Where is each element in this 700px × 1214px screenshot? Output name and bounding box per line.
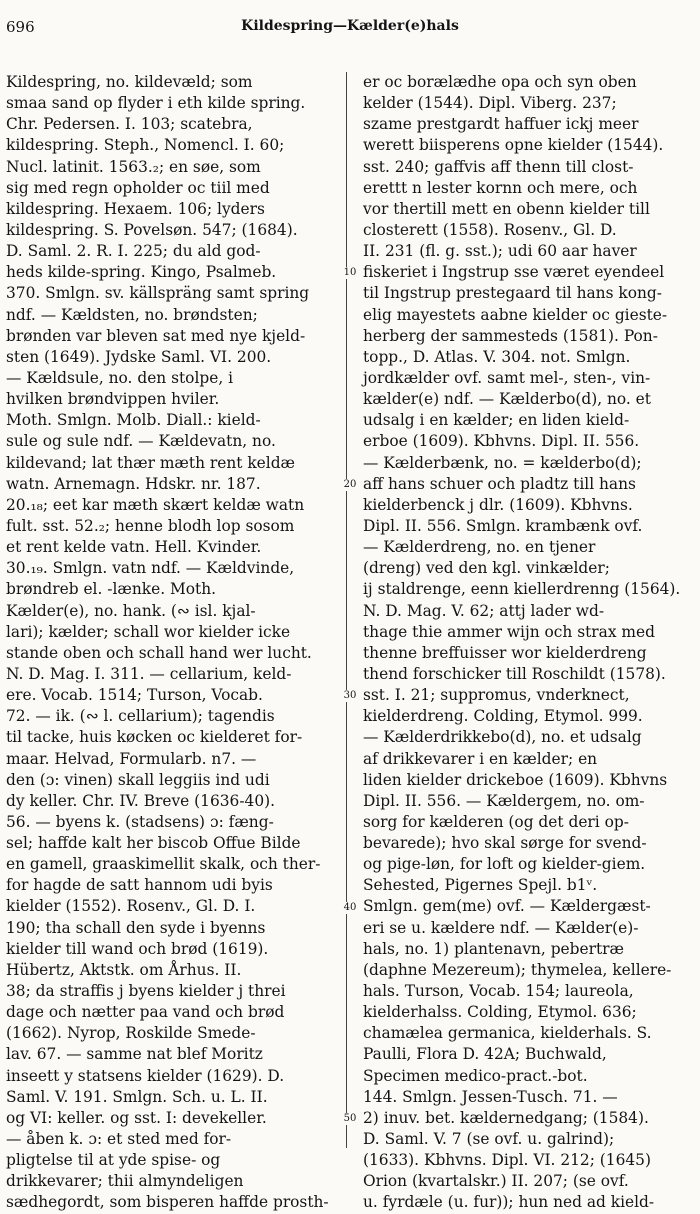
text-line: werett biisperens opne kielder (1544). (363, 136, 664, 155)
text-line: til tacke, huis køcken oc kielderet for- (6, 728, 303, 747)
text-line: Kælder(e), no. hank. (∾ isl. kjal- (6, 601, 256, 620)
text-line: sel; haffde kalt her biscob Offue Bilde (6, 834, 301, 853)
text-line: (daphne Mezereum); thymelea, kellere- (363, 960, 672, 979)
text-line: lari); kælder; schall wor kielder icke (6, 622, 291, 641)
text-line: kielder (1552). Rosenv., Gl. D. I. (6, 897, 256, 916)
text-line: kildespring. Steph., Nomencl. I. 60; (6, 136, 285, 155)
text-line: D. Saml. V. 7 (se ovf. u. galrind); (363, 1130, 615, 1149)
text-line: — Kælderbænk, no. = kælderbo(d); (363, 453, 642, 472)
text-line: Orion (kvartalskr.) II. 207; (se ovf. (363, 1172, 629, 1191)
text-line: topp., D. Atlas. V. 304. not. Smlgn. (363, 347, 631, 366)
text-line: smaa sand op flyder i eth kilde spring. (6, 94, 306, 113)
text-line: (1633). Kbhvns. Dipl. VI. 212; (1645) (363, 1151, 651, 1170)
text-line: og VI: keller. og sst. I: devekeller. (6, 1108, 267, 1127)
text-line: vor thertill mett en obenn kielder till (363, 199, 650, 218)
text-line: thend forschicker till Roschildt (1578). (363, 664, 666, 683)
text-line: sst. I. 21; suppromus, vnderknect, (363, 686, 630, 705)
text-line: dy keller. Chr. IV. Breve (1636-40). (6, 791, 276, 810)
text-line: inseett y statsens kielder (1629). D. (6, 1066, 285, 1085)
text-line: 56. — byens k. (stadsens) ɔ: fæng- (6, 812, 274, 831)
text-line: Paulli, Flora D. 42A; Buchwald, (363, 1045, 607, 1064)
text-line: — Kælderdrikkebo(d), no. et udsalg (363, 728, 642, 747)
text-line: — Kældsule, no. den stolpe, i (6, 368, 234, 387)
text-line: kielderdreng. Colding, Etymol. 999. (363, 707, 643, 726)
text-line: 30.₁₉. Smlgn. vatn ndf. — Kældvinde, (6, 559, 295, 578)
text-line: kildespring. S. Povelsøn. 547; (1684). (6, 220, 298, 239)
text-line: 20.₁₈; eet kar mæth skært keldæ watn (6, 495, 305, 514)
text-line: Dipl. II. 556. — Kældergem, no. om- (363, 791, 645, 810)
text-line: D. Saml. 2. R. I. 225; du ald god- (6, 242, 261, 261)
text-line: Chr. Pedersen. I. 103; scatebra, (6, 115, 253, 134)
text-line: Smlgn. gem(me) ovf. — Kældergæst- (363, 897, 651, 916)
text-line: aff hans schuer och pladtz till hans (363, 474, 636, 493)
text-line: ndf. — Kældsten, no. brøndsten; (6, 305, 258, 324)
text-line: dage och nætter paa vand och brød (6, 1003, 285, 1022)
text-line: (1662). Nyrop, Roskilde Smede- (6, 1024, 256, 1043)
text-line: fiskeriet i Ingstrup sse været eyendeel (363, 263, 665, 282)
text-line: 2) inuv. bet. kældernedgang; (1584). (363, 1108, 649, 1127)
text-line: kielder till wand och brød (1619). (6, 939, 269, 958)
text-line: drikkevarer; thii almyndeligen (6, 1172, 244, 1191)
text-line: 144. Smlgn. Jessen-Tusch. 71. — (363, 1087, 618, 1106)
text-line: elig mayestets aabne kielder oc gieste- (363, 305, 668, 324)
text-line: er oc borælædhe opa och syn oben (363, 73, 637, 91)
text-line: Hübertz, Aktstk. om Århus. II. (6, 960, 242, 979)
text-line: ere. Vocab. 1514; Turson, Vocab. (6, 686, 263, 705)
text-line: N. D. Mag. I. 311. — cellarium, keld- (6, 664, 292, 683)
text-line: brønden var bleven sat med nye kjeld- (6, 326, 306, 345)
text-line: II. 231 (fl. g. sst.); udi 60 aar haver (363, 242, 637, 261)
text-line: chamælea germanica, kielderhals. S. (363, 1024, 652, 1043)
text-line: pligtelse til at yde spise- og (6, 1151, 221, 1170)
text-line: kelder (1544). Dipl. Viberg. 237; (363, 94, 617, 113)
text-line: lav. 67. — samme nat blef Moritz (6, 1045, 263, 1064)
text-line: kildespring. Hexaem. 106; lyders (6, 199, 265, 218)
text-line: heds kilde-spring. Kingo, Psalmeb. (6, 263, 277, 282)
text-line: erboe (1609). Kbhvns. Dipl. II. 556. (363, 432, 640, 451)
text-line: kielderbenck j dlr. (1609). Kbhvns. (363, 495, 633, 514)
text-line: maar. Helvad, Formularb. n7. — (6, 749, 257, 768)
text-line: watn. Arnemagn. Hdskr. nr. 187. (6, 474, 261, 493)
line-number-marker: 40 (338, 902, 362, 914)
text-line: brøndreb el. -lænke. Moth. (6, 580, 216, 599)
text-line: Nucl. latinit. 1563.₂; en søe, som (6, 157, 261, 176)
text-line: sten (1649). Jydske Saml. VI. 200. (6, 347, 272, 366)
page-number: 696 (6, 18, 35, 36)
text-line: kielderhalss. Colding, Etymol. 636; (363, 1003, 637, 1022)
text-line: hvilken brøndvippen hviler. (6, 390, 220, 409)
text-line: Saml. V. 191. Smlgn. Sch. u. L. II. (6, 1087, 268, 1106)
text-line: liden kielder drickeboe (1609). Kbhvns (363, 770, 668, 789)
text-line: jordkælder ovf. samt mel-, sten-, vin- (363, 368, 651, 387)
text-line: hals, no. 1) plantenavn, pebertræ (363, 939, 624, 958)
line-number-marker: 10 (338, 267, 362, 279)
text-line: thenne breffuisser wor kielderdreng (363, 643, 647, 662)
text-line: sorg for kælderen (og det deri op- (363, 812, 629, 831)
text-line: en gamell, graaskimellit skalk, och ther- (6, 855, 321, 874)
line-number-marker: 20 (338, 479, 362, 491)
text-line: sig med regn opholder oc tiil med (6, 178, 270, 197)
right-column (363, 72, 693, 1214)
text-line: closterett (1558). Rosenv., Gl. D. (363, 220, 617, 239)
text-line: 38; da straffis j byens kielder j threi (6, 982, 286, 1001)
text-line: eri se u. kældere ndf. — Kælder(e)- (363, 918, 639, 937)
text-line: hals. Turson, Vocab. 154; laureola, (363, 982, 634, 1001)
text-line: 370. Smlgn. sv. källspräng samt spring (6, 284, 310, 303)
text-line: — åben k. ɔ: et sted med for- (6, 1130, 232, 1149)
text-line: herberg der sammesteds (1581). Pon- (363, 326, 658, 345)
text-line: Kildespring, no. kildevæld; som (6, 73, 253, 91)
text-line: sst. 240; gaffvis aff thenn till clost- (363, 157, 634, 176)
text-line: 72. — ik. (∾ l. cellarium); tagendis (6, 707, 275, 726)
left-column (6, 72, 336, 1214)
text-line: til Ingstrup prestegaard til hans kong- (363, 284, 662, 303)
text-line: ij staldrenge, eenn kiellerdrenng (1564). (363, 580, 681, 599)
text-line: sule og sule ndf. — Kældevatn, no. (6, 432, 276, 451)
text-line: udsalg i en kælder; en liden kield- (363, 411, 630, 430)
text-line: kælder(e) ndf. — Kælderbo(d), no. et (363, 390, 651, 409)
text-line: u. fyrdæle (u. fur)); hun ned ad kield- (363, 1193, 655, 1212)
line-number-marker: 50 (338, 1113, 362, 1125)
page-header (0, 18, 700, 42)
text-line: Dipl. II. 556. Smlgn. krambænk ovf. (363, 516, 643, 535)
text-line: (dreng) ved den kgl. vinkælder; (363, 559, 610, 578)
text-line: kildevand; lat thær mæth rent keldæ (6, 453, 296, 472)
text-line: fult. sst. 52.₂; henne blodh lop sosom (6, 516, 295, 535)
text-line: erettt n lester kornn och mere, och (363, 178, 638, 197)
text-line: den (ɔ: vinen) skall leggiis ind udi (6, 770, 270, 789)
text-line: for hagde de satt hannom udi byis (6, 876, 273, 895)
running-head: Kildespring—Kælder(e)hals (241, 18, 459, 34)
text-line: et rent kelde vatn. Hell. Kvinder. (6, 538, 262, 557)
text-line: bevarede); hvo skal sørge for svend- (363, 834, 647, 853)
text-line: Moth. Smlgn. Molb. Diall.: kield- (6, 411, 261, 430)
text-line: stande oben och schall hand wer lucht. (6, 643, 312, 662)
text-line: Sehested, Pigernes Spejl. b1ᵛ. (363, 876, 598, 895)
text-line: sædhegordt, som bisperen haffde prosth- (6, 1193, 329, 1212)
text-line: — Kælderdreng, no. en tjener (363, 538, 596, 557)
text-line: Specimen medico-pract.-bot. (363, 1066, 588, 1085)
text-line: 190; tha schall den syde i byenns (6, 918, 266, 937)
text-line: og pige-løn, for loft og kielder-giem. (363, 855, 646, 874)
text-line: af drikkevarer i en kælder; en (363, 749, 598, 768)
column-divider (346, 72, 347, 1148)
text-line: thage thie ammer wijn och strax med (363, 622, 655, 641)
text-line: N. D. Mag. V. 62; attj lader wd- (363, 601, 605, 620)
text-line: szame prestgardt haffuer ickj meer (363, 115, 639, 134)
line-number-marker: 30 (338, 690, 362, 702)
